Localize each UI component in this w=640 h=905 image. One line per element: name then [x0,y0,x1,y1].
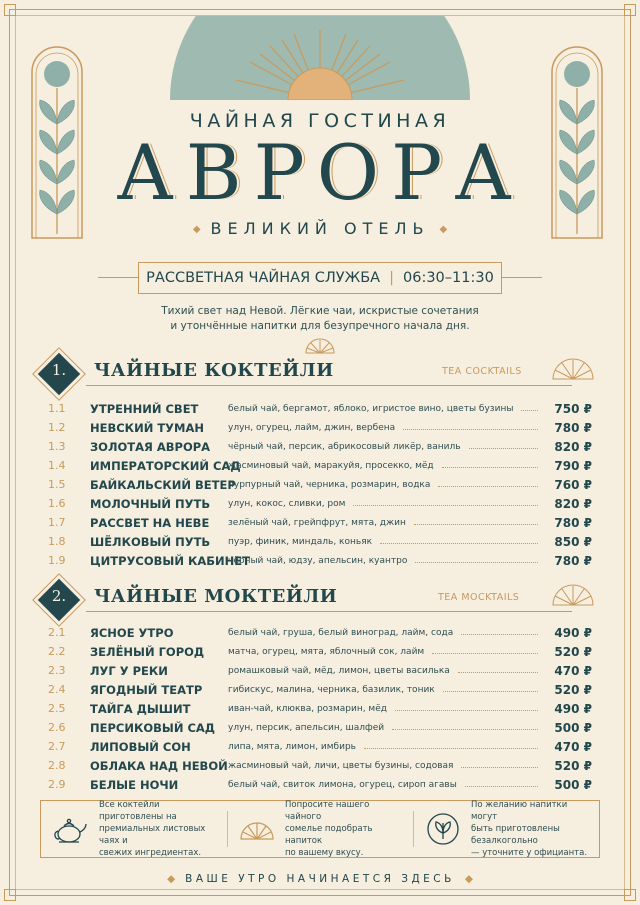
item-number: 1.2 [48,421,66,434]
item-name: ПЕРСИКОВЫЙ САД [90,720,216,735]
item-price: 780 ₽ [554,515,592,530]
item-price: 520 ₽ [554,682,592,697]
leader-dots [438,486,538,487]
item-description: гибискус, малина, черника, базилик, тоник [228,684,435,695]
divider [502,277,542,278]
cocktails-list [48,399,592,570]
menu-item [48,756,592,775]
menu-item [48,399,592,418]
footer-note-line: Попросите нашего чайного [285,800,370,822]
section-rule [86,385,572,386]
item-name: ЛИПОВЫЙ СОН [90,739,191,754]
item-number: 2.8 [48,759,66,772]
item-price: 490 ₽ [554,701,592,716]
item-description: ромашковый чай, мёд, лимон, цветы василька [228,665,450,676]
menu-item [48,642,592,661]
item-price: 500 ₽ [554,720,592,735]
section-header-mocktails [40,581,608,625]
item-name: БЕЛЫЕ НОЧИ [90,777,179,792]
item-description: иван-чай, клюква, розмарин, мёд [228,703,387,714]
section-rule [86,611,572,612]
item-number: 1.5 [48,478,66,491]
footer-note-line: быть приготовлены безалкогольно [471,824,560,846]
menu-item [48,718,592,737]
footer-note-line: По желанию напитки могут [471,800,568,822]
footer-note [413,801,599,857]
item-price: 820 ₽ [554,496,592,511]
menu-item [48,456,592,475]
leaf-circle-icon [423,809,463,849]
leader-dots [392,729,538,730]
item-name: БАЙКАЛЬСКИЙ ВЕТЕР [90,477,236,492]
item-number: 2.7 [48,740,66,753]
item-name: ЯСНОЕ УТРО [90,625,174,640]
item-number: 2.5 [48,702,66,715]
menu-item [48,680,592,699]
mocktails-list [48,623,592,794]
menu-item [48,737,592,756]
service-name: РАССВЕТНАЯ ЧАЙНАЯ СЛУЖБА [146,270,381,286]
item-name: ИМПЕРАТОРСКИЙ САД [90,458,241,473]
section-subtitle: TEA MOCKTAILS [438,592,520,603]
menu-item [48,551,592,570]
item-number: 2.4 [48,683,66,696]
item-number: 1.8 [48,535,66,548]
menu-item [48,532,592,551]
item-name: НЕВСКИЙ ТУМАН [90,420,205,435]
item-description: жасминовый чай, личи, цветы бузины, содовая [228,760,454,771]
menu-item [48,418,592,437]
tagline-text: ВАШЕ УТРО НАЧИНАЕТСЯ ЗДЕСЬ [185,873,455,885]
leader-dots [364,748,538,749]
fan-icon [550,581,596,607]
sunrise-ornament-icon [170,16,470,100]
item-description: улун, огурец, лайм, джин, вербена [228,422,396,433]
leader-dots [415,562,538,563]
item-description: улун, кокос, сливки, ром [228,498,346,509]
hotel-subtitle [0,219,640,238]
leader-dots [353,505,538,506]
corner-ornament [624,889,636,901]
divider [98,277,138,278]
menu-item [48,513,592,532]
item-number: 1.6 [48,497,66,510]
item-description: зелёный чай, грейпфрут, мята, джин [228,517,406,528]
leader-dots [414,524,538,525]
item-name: ТАЙГА ДЫШИТ [90,701,191,716]
item-number: 1.9 [48,554,66,567]
item-description: чёрный чай, юдзу, апельсин, куантро [228,555,408,566]
diamond-icon: ◆ [167,873,176,885]
item-number: 2.3 [48,664,66,677]
corner-ornament [624,4,636,16]
item-name: МОЛОЧНЫЙ ПУТЬ [90,496,211,511]
item-description: матча, огурец, мята, яблочный сок, лайм [228,646,425,657]
menu-item [48,475,592,494]
section-title: ЧАЙНЫЕ МОКТЕЙЛИ [94,586,338,607]
item-name: ЗОЛОТАЯ АВРОРА [90,439,211,454]
footer-note-line: свежих ингредиентах. [99,848,202,858]
item-description: пурпурный чай, черника, розмарин, водка [228,479,431,490]
item-name: ШЁЛКОВЫЙ ПУТЬ [90,534,211,549]
leader-dots [465,786,538,787]
item-description: пуэр, финик, миндаль, коньяк [228,536,373,547]
menu-item [48,775,592,794]
item-name: ОБЛАКА НАД НЕВОЙ [90,758,228,773]
item-price: 760 ₽ [554,477,592,492]
item-number: 1.7 [48,516,66,529]
item-number: 2.2 [48,645,66,658]
diamond-icon: ◆ [192,224,201,235]
item-name: ЗЕЛЁНЫЙ ГОРОД [90,644,205,659]
item-description: чёрный чай, персик, абрикосовый ликёр, ваниль [228,441,461,452]
section-number: 1. [51,361,67,379]
section-subtitle: TEA COCKTAILS [442,366,522,377]
item-description: улун, персик, апельсин, шалфей [228,722,385,733]
footer-note-text [99,799,217,859]
intro-text [0,304,640,334]
footer-note-line: Все коктейли приготовлены на [99,800,177,822]
item-price: 750 ₽ [554,401,592,416]
section-title: ЧАЙНЫЕ КОКТЕЙЛИ [94,360,334,381]
item-description: липа, мята, лимон, имбирь [228,741,356,752]
footer-note-line: по вашему вкусу. [285,848,364,858]
item-number: 1.3 [48,440,66,453]
leader-dots [443,691,538,692]
service-separator: | [389,270,394,286]
menu-item [48,699,592,718]
fan-ornament-icon [304,337,336,355]
item-price: 790 ₽ [554,458,592,473]
item-price: 470 ₽ [554,663,592,678]
diamond-icon: ◆ [439,224,448,235]
item-description: белый чай, груша, белый виноград, лайм, сода [228,627,454,638]
tagline [0,873,640,885]
item-number: 2.9 [48,778,66,791]
corner-ornament [4,889,16,901]
item-price: 490 ₽ [554,625,592,640]
service-hours: 06:30–11:30 [403,270,494,286]
leader-dots [461,767,538,768]
item-name: ЯГОДНЫЙ ТЕАТР [90,682,203,697]
item-price: 850 ₽ [554,534,592,549]
teapot-icon [51,809,91,849]
leader-dots [521,410,538,411]
footer-note [227,801,413,857]
leader-dots [461,634,538,635]
section-header-cocktails [40,355,608,399]
section-number: 2. [51,587,67,605]
fan-icon [550,355,596,381]
item-price: 520 ₽ [554,758,592,773]
item-price: 520 ₽ [554,644,592,659]
item-description: белый чай, бергамот, яблоко, игристое вино, цветы бузины [228,403,514,414]
item-name: ЛУГ У РЕКИ [90,663,168,678]
footer-note-line: премиальных листовых чаях и [99,824,206,846]
hotel-subtitle-text: ВЕЛИКИЙ ОТЕЛЬ [210,219,430,238]
menu-item [48,623,592,642]
menu-item [48,437,592,456]
page-title: АВРОРА [116,128,524,217]
leader-dots [432,653,538,654]
footer-note-text [471,799,589,859]
item-description: белый чай, свиток лимона, огурец, сироп агавы [228,779,457,790]
footer-note-text [285,799,403,859]
service-hours-box [138,262,502,294]
item-name: РАССВЕТ НА НЕВЕ [90,515,210,530]
menu-item [48,661,592,680]
intro-line: Тихий свет над Невой. Лёгкие чаи, искристые сочетания [161,305,479,317]
corner-ornament [4,4,16,16]
footer-note-line: сомелье подобрать напиток [285,824,373,846]
item-price: 780 ₽ [554,553,592,568]
item-number: 2.1 [48,626,66,639]
footer-note [41,801,227,857]
item-description: жасминовый чай, маракуйя, просекко, мёд [228,460,434,471]
item-number: 2.6 [48,721,66,734]
leader-dots [458,672,538,673]
item-price: 780 ₽ [554,420,592,435]
leader-dots [380,543,538,544]
fan-icon [237,809,277,849]
item-number: 1.1 [48,402,66,415]
intro-line: и утончённые напитки для безупречного начала дня. [170,320,470,332]
leader-dots [403,429,538,430]
leader-dots [469,448,538,449]
item-number: 1.4 [48,459,66,472]
item-price: 820 ₽ [554,439,592,454]
item-name: ЦИТРУСОВЫЙ КАБИНЕТ [90,553,250,568]
diamond-icon: ◆ [464,873,473,885]
footer-note-line: — уточните у официанта. [471,848,588,858]
pretitle: ЧАЙНАЯ ГОСТИНАЯ [189,110,451,132]
item-name: УТРЕННИЙ СВЕТ [90,401,199,416]
leader-dots [442,467,538,468]
footer-notes [40,800,600,858]
leader-dots [395,710,538,711]
item-price: 470 ₽ [554,739,592,754]
menu-item [48,494,592,513]
item-price: 500 ₽ [554,777,592,792]
